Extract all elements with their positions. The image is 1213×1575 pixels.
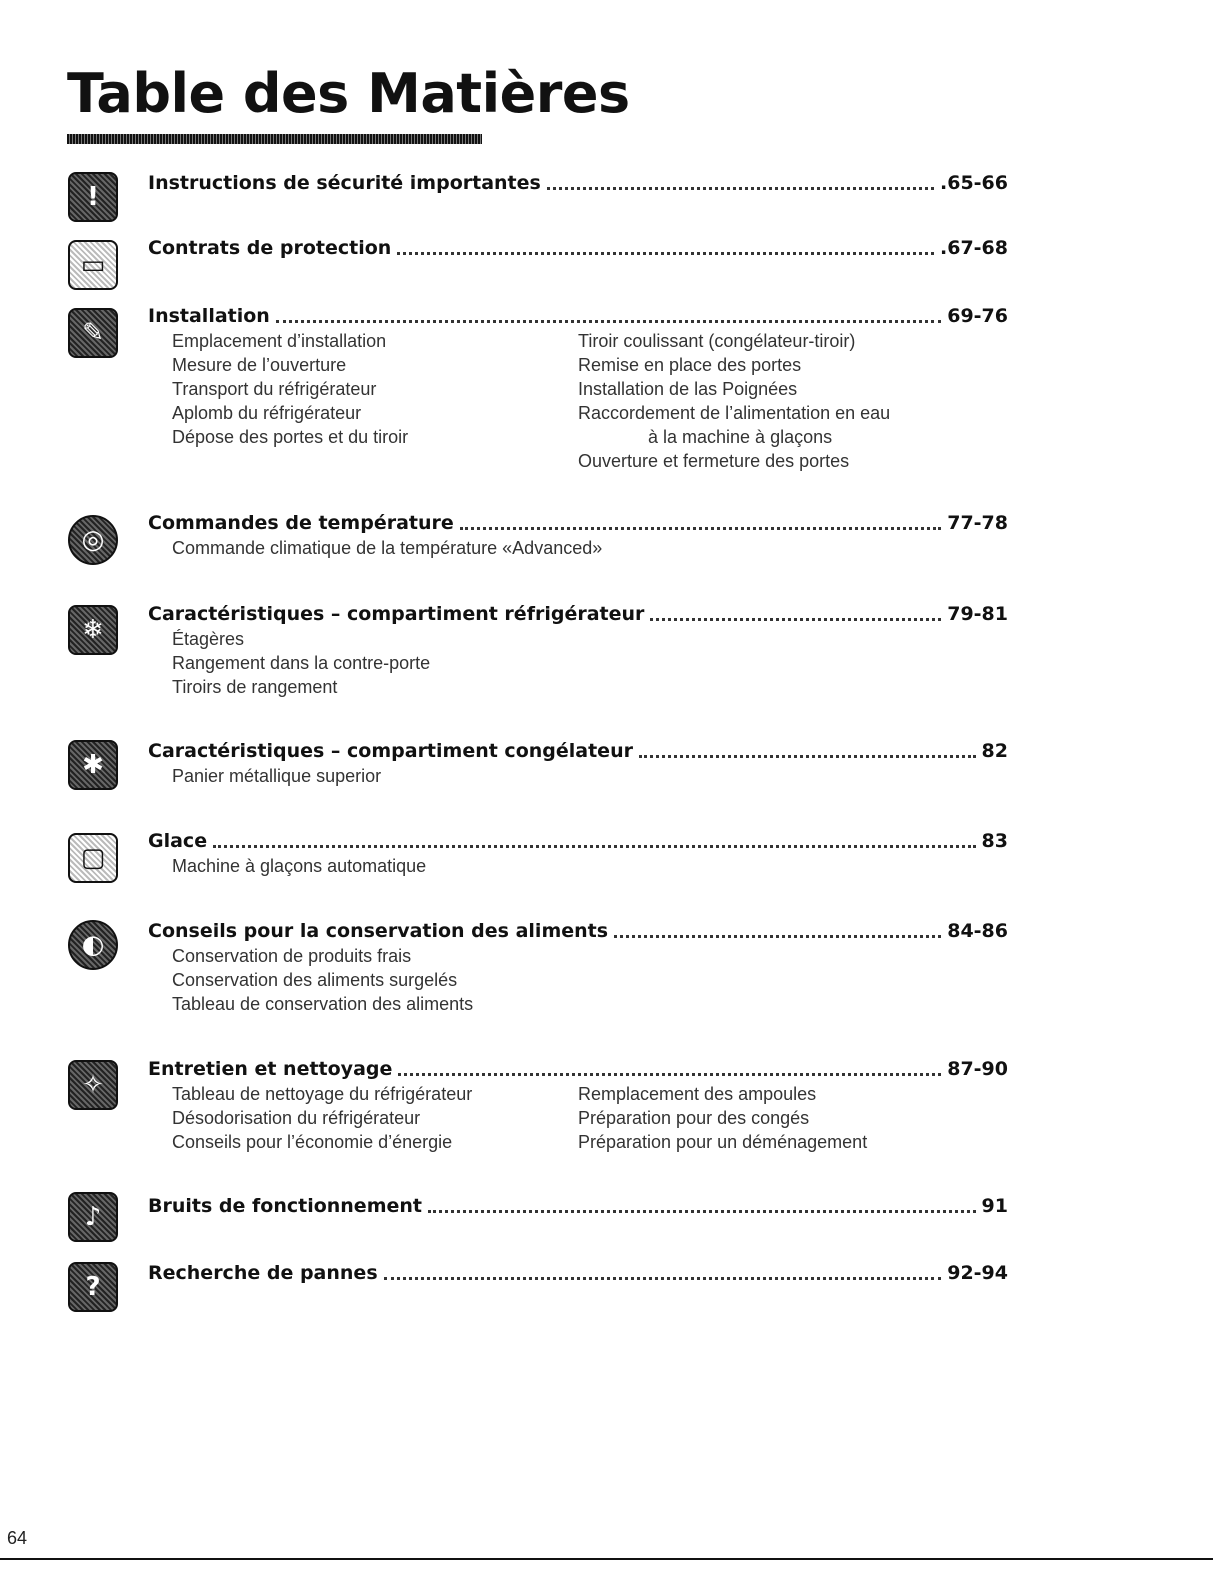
toc-heading[interactable] — [148, 740, 1008, 762]
subitems-left-column — [172, 627, 430, 699]
dot-leader — [460, 527, 941, 530]
toc-page-range: 82 — [981, 740, 1008, 762]
toc-subitem: Tiroirs de rangement — [172, 677, 338, 697]
dot-leader — [639, 755, 976, 758]
toc-heading-title: Caractéristiques – compartiment réfrigérateur — [148, 603, 645, 625]
toc-subitem: Raccordement de l’alimentation en eau — [578, 403, 891, 423]
freezer-icon: ✱ — [68, 740, 118, 790]
subitems-right-column — [578, 329, 890, 473]
toc-page-range: 69-76 — [947, 305, 1008, 327]
toc-subitem: Installation de las Poignées — [578, 379, 798, 399]
toc-subitem: Préparation pour des congés — [578, 1108, 810, 1128]
toc-page-range: .65-66 — [940, 172, 1008, 194]
toc-subitem: Remplacement des ampoules — [578, 1084, 817, 1104]
toc-subitem: Commande climatique de la température «Advanced» — [172, 538, 603, 558]
page-number: 64 — [7, 1528, 28, 1548]
subitems-left-column — [172, 854, 426, 878]
toc-subitem: Conseils pour l’économie d’énergie — [172, 1132, 453, 1152]
toc-page-range: 83 — [981, 830, 1008, 852]
toc-subitem: Tableau de conservation des aliments — [172, 994, 474, 1014]
toc-heading[interactable] — [148, 1195, 1008, 1217]
subitems-left-column — [172, 1082, 472, 1154]
toc-subitem: Remise en place des portes — [578, 355, 802, 375]
temperature-dial-icon: ◎ — [68, 515, 118, 565]
toc-subitem: Désodorisation du réfrigérateur — [172, 1108, 421, 1128]
subitems-left-column — [172, 536, 602, 560]
toc-page-range: .67-68 — [940, 237, 1008, 259]
toc-subitem: Transport du réfrigérateur — [172, 379, 377, 399]
dot-leader — [547, 187, 934, 190]
bottom-rule — [0, 1558, 1213, 1560]
toc-heading[interactable] — [148, 603, 1008, 625]
dot-leader — [213, 845, 975, 848]
toc-heading[interactable] — [148, 237, 1008, 259]
dot-leader — [384, 1277, 942, 1280]
subitems-left-column — [172, 329, 408, 449]
toc-page-range: 79-81 — [947, 603, 1008, 625]
ice-cube-icon: ▢ — [68, 833, 118, 883]
toc-heading[interactable] — [148, 1262, 1008, 1284]
toc-heading-title: Entretien et nettoyage — [148, 1058, 393, 1080]
toc-heading[interactable] — [148, 172, 1008, 194]
page-title: Table des Matières — [67, 62, 630, 125]
dot-leader — [397, 252, 934, 255]
toc-heading-title: Glace — [148, 830, 208, 852]
refrigerator-icon: ❄ — [68, 605, 118, 655]
food-storage-icon: ◐ — [68, 920, 118, 970]
toc-heading-title: Bruits de fonctionnement — [148, 1195, 422, 1217]
toc-subitem: Étagères — [172, 629, 245, 649]
subitems-left-column — [172, 944, 473, 1016]
toc-heading-title: Commandes de température — [148, 512, 454, 534]
toc-heading-title: Instructions de sécurité importantes — [148, 172, 541, 194]
dot-leader — [428, 1210, 976, 1213]
toc-subitem: Préparation pour un déménagement — [578, 1132, 868, 1152]
toc-heading[interactable] — [148, 512, 1008, 534]
dot-leader — [398, 1073, 941, 1076]
toc-heading[interactable] — [148, 920, 1008, 942]
dot-leader — [276, 320, 941, 323]
warning-icon: ! — [68, 172, 118, 222]
toolbox-icon: ▭ — [68, 240, 118, 290]
toc-page-range: 77-78 — [947, 512, 1008, 534]
question-icon: ? — [68, 1262, 118, 1312]
toc-subitem: Tableau de nettoyage du réfrigérateur — [172, 1084, 473, 1104]
toc-heading-title: Conseils pour la conservation des aliments — [148, 920, 609, 942]
dot-leader — [614, 935, 941, 938]
toc-subitem: à la machine à glaçons — [648, 427, 833, 447]
toc-page-range: 87-90 — [947, 1058, 1008, 1080]
toc-subitem: Emplacement d’installation — [172, 331, 387, 351]
toc-subitem: Conservation des aliments surgelés — [172, 970, 458, 990]
toc-subitem: Aplomb du réfrigérateur — [172, 403, 362, 423]
subitems-right-column — [578, 1082, 867, 1154]
toc-heading-title: Caractéristiques – compartiment congélateur — [148, 740, 633, 762]
toc-subitem: Mesure de l’ouverture — [172, 355, 347, 375]
toc-subitem: Machine à glaçons automatique — [172, 856, 427, 876]
dot-leader — [650, 618, 941, 621]
toc-heading-title: Contrats de protection — [148, 237, 392, 259]
toc-heading-title: Installation — [148, 305, 270, 327]
wrench-icon: ✎ — [68, 308, 118, 358]
toc-heading[interactable] — [148, 1058, 1008, 1080]
sound-icon: ♪ — [68, 1192, 118, 1242]
toc-heading[interactable] — [148, 305, 1008, 327]
toc-subitem: Dépose des portes et du tiroir — [172, 427, 409, 447]
toc-heading[interactable] — [148, 830, 1008, 852]
title-underline — [67, 134, 482, 144]
toc-page-range: 92-94 — [947, 1262, 1008, 1284]
cleaning-icon: ✧ — [68, 1060, 118, 1110]
toc-page-range: 91 — [981, 1195, 1008, 1217]
subitems-left-column — [172, 764, 381, 788]
toc-subitem: Rangement dans la contre-porte — [172, 653, 431, 673]
toc-subitem: Conservation de produits frais — [172, 946, 412, 966]
toc-page-range: 84-86 — [947, 920, 1008, 942]
toc-heading-title: Recherche de pannes — [148, 1262, 378, 1284]
toc-subitem: Ouverture et fermeture des portes — [578, 451, 850, 471]
toc-subitem: Panier métallique superior — [172, 766, 382, 786]
toc-subitem: Tiroir coulissant (congélateur-tiroir) — [578, 331, 856, 351]
